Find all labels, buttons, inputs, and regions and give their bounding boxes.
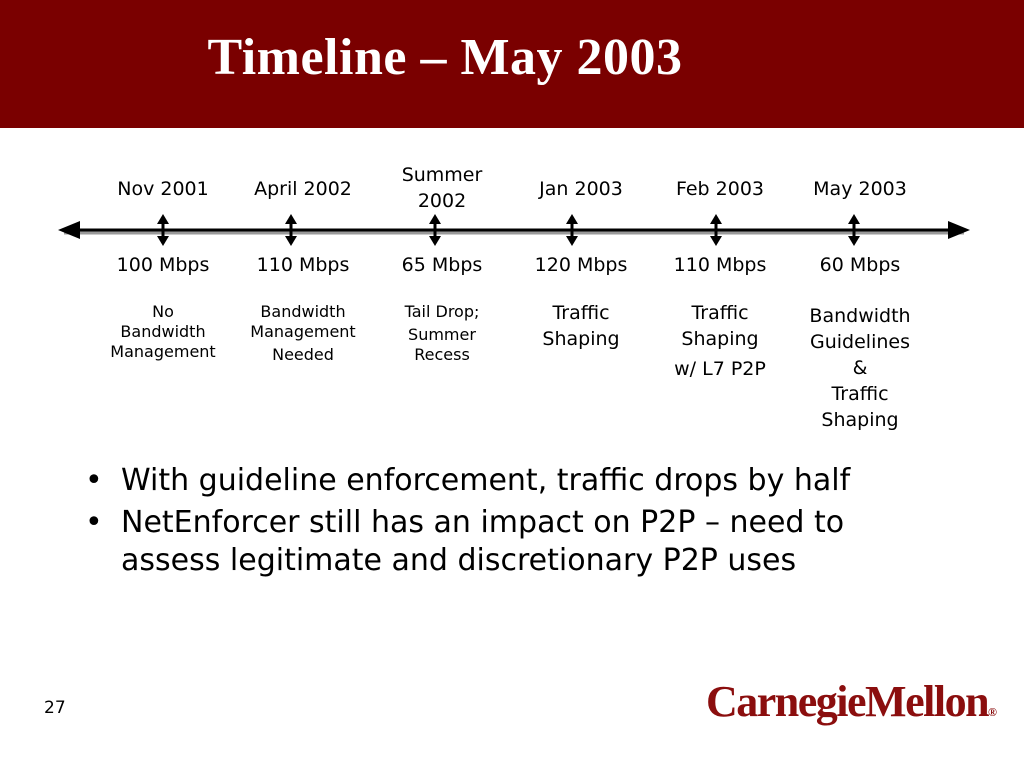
timeline-speed: 100 Mbps xyxy=(116,254,210,276)
timeline-speed: 120 Mbps xyxy=(534,254,628,276)
timeline-date: Nov 2001 xyxy=(117,178,209,200)
bullet-item xyxy=(85,462,945,500)
bullet-dot: • xyxy=(85,505,103,540)
timeline-description: No Bandwidth Management xyxy=(110,302,216,361)
timeline-date: April 2002 xyxy=(254,178,352,200)
timeline-speed: 60 Mbps xyxy=(819,254,901,276)
timeline-date: Summer 2002 xyxy=(401,164,483,212)
timeline-speed: 65 Mbps xyxy=(401,254,483,276)
timeline-speed: 110 Mbps xyxy=(673,254,767,276)
registered-mark: ® xyxy=(988,705,998,719)
timeline-date: May 2003 xyxy=(813,178,907,200)
carnegie-mellon-logo xyxy=(706,676,997,727)
timeline-description: Bandwidth Guidelines & Traffic Shaping xyxy=(809,305,911,431)
bullet-item xyxy=(85,504,945,580)
bullet-text: With guideline enforcement, traffic drops by half xyxy=(121,463,851,498)
timeline-description: Traffic Shaping w/ L7 P2P xyxy=(674,302,766,380)
bullet-text: NetEnforcer still has an impact on P2P – need to assess legitimate and discretionary P2P uses xyxy=(121,505,845,578)
timeline-date: Feb 2003 xyxy=(675,178,765,200)
timeline-right-arrowhead xyxy=(948,221,970,239)
slide-title: Timeline – May 2003 xyxy=(207,29,683,86)
timeline-date: Jan 2003 xyxy=(539,178,623,200)
timeline-description: Traffic Shaping xyxy=(542,302,620,350)
timeline-description: Tail Drop; Summer Recess xyxy=(404,302,480,364)
bullet-dot: • xyxy=(85,463,103,498)
logo-text: CarnegieMellon xyxy=(706,677,989,726)
timeline-description: Bandwidth Management Needed xyxy=(250,302,356,364)
timeline-speed: 110 Mbps xyxy=(256,254,350,276)
page-number: 27 xyxy=(44,698,66,718)
bullet-list xyxy=(85,462,945,584)
timeline-left-arrowhead xyxy=(58,221,80,239)
